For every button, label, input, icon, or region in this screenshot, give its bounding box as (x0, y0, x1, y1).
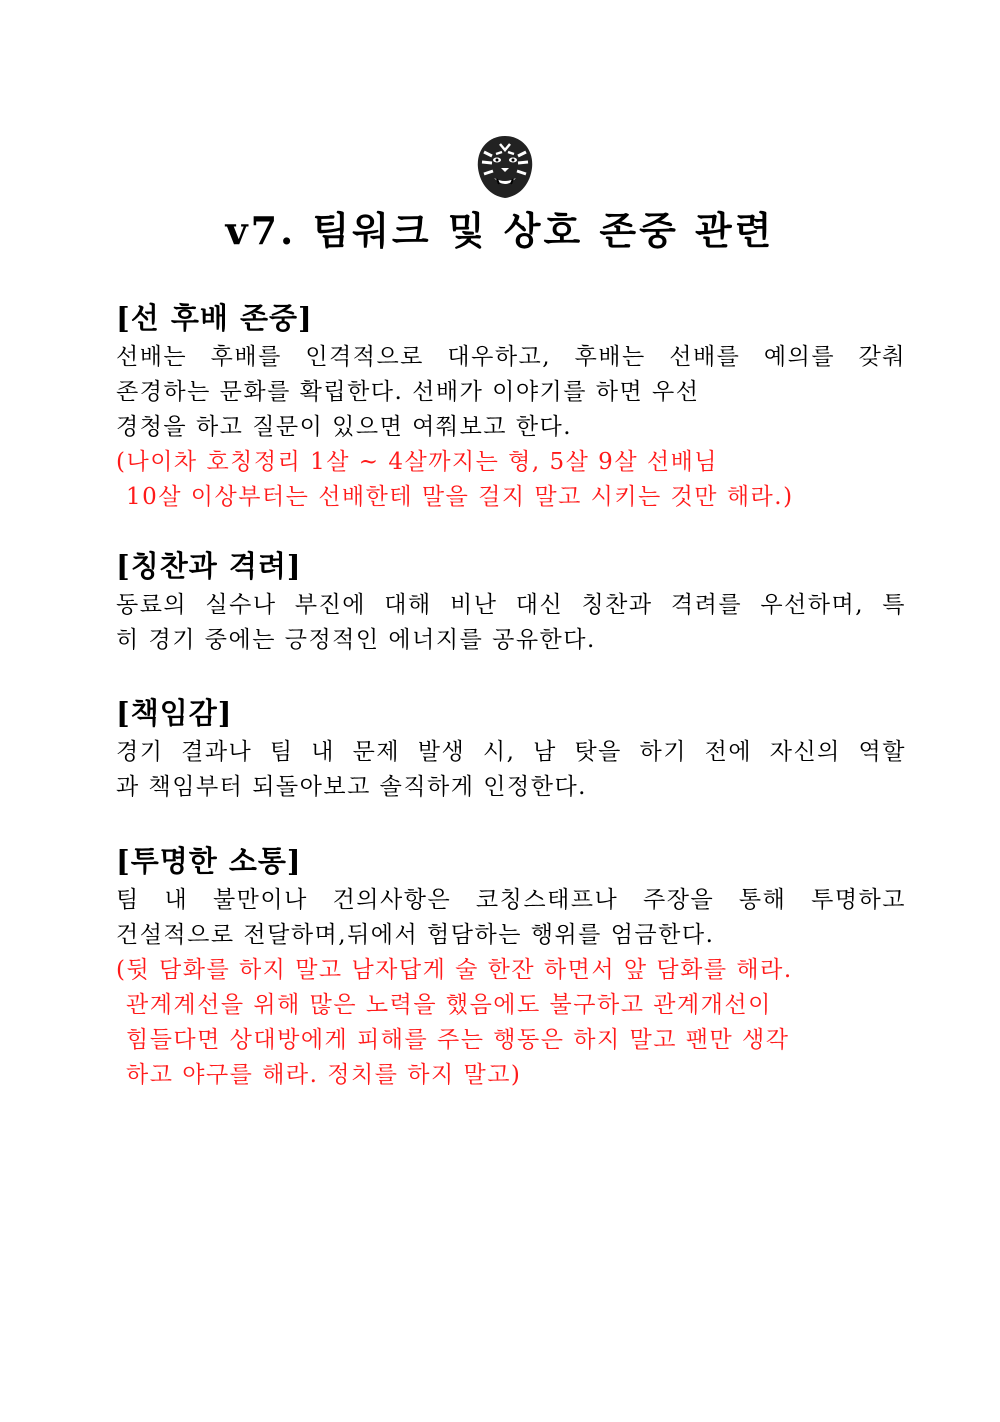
section-responsibility (116, 693, 906, 805)
body-line: 팀 내 불만이나 건의사항은 코칭스태프나 주장을 통해 투명하고 (116, 887, 906, 913)
body-line: 경기 결과나 팀 내 문제 발생 시, 남 탓을 하기 전에 자신의 역할 (116, 739, 906, 765)
section-senior-junior-respect (116, 298, 906, 515)
section-heading: [책임감] (116, 696, 233, 730)
note-line: 하고 야구를 해라. 정치를 하지 말고) (126, 1062, 522, 1088)
page-title: v7. 팀워크 및 상호 존중 관련 (225, 208, 775, 253)
section-transparent-communication (116, 841, 906, 1093)
body-line: 히 경기 중에는 긍정적인 에너지를 공유한다. (116, 627, 596, 653)
body-line: 건설적으로 전달하며,뒤에서 험담하는 행위를 엄금한다. (116, 922, 715, 948)
note-line: (뒷 담화를 하지 말고 남자답게 술 한잔 하면서 앞 담화를 해라. (116, 957, 793, 983)
note-line: 힘들다면 상대방에게 피해를 주는 행동은 하지 말고 팬만 생각 (126, 1027, 790, 1053)
body-line: 동료의 실수나 부진에 대해 비난 대신 칭찬과 격려를 우선하며, 특 (116, 592, 906, 618)
section-praise-encouragement (116, 546, 906, 658)
note-line: 10살 이상부터는 선배한테 말을 걸지 말고 시키는 것만 해라.) (126, 484, 794, 510)
section-heading: [투명한 소통] (116, 844, 302, 878)
body-line: 선배는 후배를 인격적으로 대우하고, 후배는 선배를 예의를 갖춰 (116, 344, 906, 370)
note-line: (나이차 호칭정리 1살 ~ 4살까지는 형, 5살 9살 선배님 (116, 449, 719, 475)
section-heading: [선 후배 존중] (116, 301, 313, 335)
note-line: 관계계선을 위해 많은 노력을 했음에도 불구하고 관계개선이 (126, 992, 772, 1018)
body-line: 경청을 하고 질문이 있으면 여쭤보고 한다. (116, 414, 573, 440)
body-line: 존경하는 문화를 확립한다. 선배가 이야기를 하면 우선 (116, 379, 700, 405)
tiger-head-icon (470, 132, 540, 202)
body-line: 과 책임부터 되돌아보고 솔직하게 인정한다. (116, 774, 587, 800)
section-heading: [칭찬과 격려] (116, 549, 302, 583)
